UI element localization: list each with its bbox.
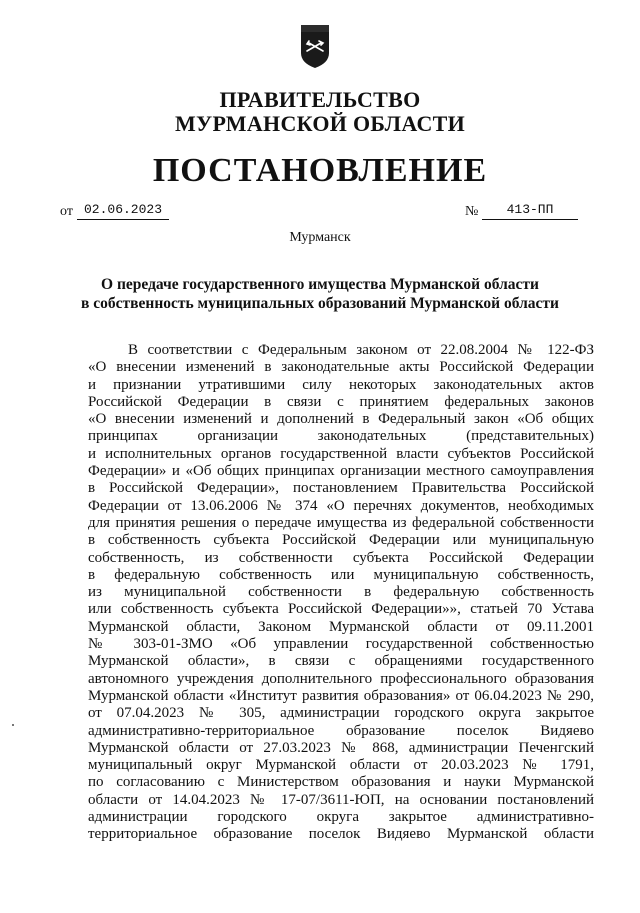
body-line: «О внесении изменений в законодательные акты Российской Федерации: [88, 359, 594, 376]
number-prefix: №: [465, 204, 479, 219]
body-line: муниципальный округ Мурманской области от 20.03.2023 № 1791,: [88, 757, 594, 774]
body-line: Федерации» и «Об общих принципах организации местного самоуправления: [88, 463, 594, 480]
body-line: администрации городского округа закрытое административно-: [88, 809, 594, 826]
body-line: и признании утратившими силу некоторых законодательных актов: [88, 376, 594, 393]
subject-line2: в собственность муниципальных образований Мурманской области: [81, 295, 559, 312]
body-line: от 07.04.2023 № 305, администрации городского округа закрытое: [88, 705, 594, 722]
document-type-title: ПОСТАНОВЛЕНИЕ: [152, 152, 488, 189]
body-line: области от 14.04.2023 № 17-07/3611-ЮП, на основании постановлений: [88, 791, 594, 808]
body-line: территориальное образование поселок Видяево Мурманской области: [88, 826, 594, 843]
body-line: административно-территориальное образование поселок Видяево: [88, 722, 594, 739]
body-line: «О внесении изменений и дополнений в Федеральный закон «Об общих: [88, 411, 594, 428]
subject-line1: О передаче государственного имущества Мурманской области: [101, 276, 539, 293]
body-line: в собственность субъекта Российской Федерации или муниципальную: [88, 532, 594, 549]
city-name: Мурманск: [289, 230, 351, 245]
body-line: из муниципальной собственности в федеральную собственность: [88, 584, 594, 601]
body-line: в Российской Федерации», постановлением Правительства Российской: [88, 480, 594, 497]
body-line: Федерации от 13.06.2006 № 374 «О перечнях документов, необходимых: [88, 497, 594, 514]
body-line: собственность, из собственности субъекта Российской Федерации: [88, 549, 594, 566]
body-line: автономного учреждения дополнительного профессионального образования: [88, 670, 594, 687]
body-line: № 303-01-ЗМО «Об управлении государственной собственностью: [88, 636, 594, 653]
body-line: для принятия решения о передаче имущества из федеральной собственности: [88, 514, 594, 531]
body-line: Мурманской области», в связи с обращениями государственного: [88, 653, 594, 670]
document-body: [88, 342, 594, 844]
coat-of-arms-icon: [296, 23, 334, 69]
body-line: или собственность субъекта Российской Федерации»», статьей 70 Устава: [88, 601, 594, 618]
document-number: 413-ПП: [482, 201, 578, 220]
body-line: и исполнительных органов государственной власти субъектов Российской: [88, 445, 594, 462]
body-line: по согласованию с Министерством образования и науки Мурманской: [88, 774, 594, 791]
government-title-line2: МУРМАНСКОЙ ОБЛАСТИ: [174, 111, 466, 136]
body-line: Мурманской области «Институт развития образования» от 06.04.2023 № 290,: [88, 687, 594, 704]
scan-speck: [12, 724, 14, 726]
body-line: принципах организации законодательных (представительных): [88, 428, 594, 445]
body-line: в федеральную собственность или муниципальную собственность,: [88, 566, 594, 583]
body-line: Российской Федерации в связи с принятием федеральных законов: [88, 393, 594, 410]
body-line: В соответствии с Федеральным законом от 22.08.2004 № 122-ФЗ: [128, 342, 594, 358]
government-title-line1: ПРАВИТЕЛЬСТВО: [219, 87, 421, 112]
date-prefix: от: [60, 204, 73, 219]
body-line: Мурманской области, Законом Мурманской области от 09.11.2001: [88, 618, 594, 635]
body-line: Мурманской области от 27.03.2023 № 868, администрации Печенгский: [88, 739, 594, 756]
document-date: 02.06.2023: [77, 201, 169, 220]
